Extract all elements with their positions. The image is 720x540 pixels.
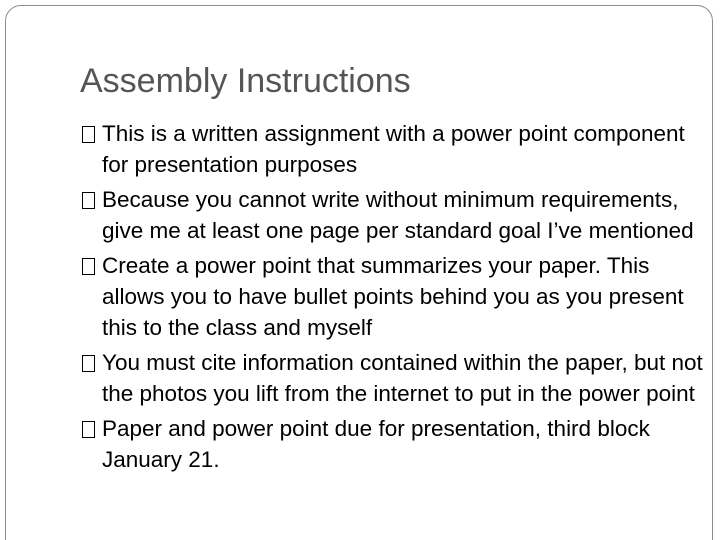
bullet-text: Create a power point that summarizes your paper. This allows you to have bullet points behind you as you present this to the class and myself	[102, 253, 684, 340]
bullet-text: You must cite information contained within the paper, but not the photos you lift from the internet to put in the power point	[102, 350, 703, 406]
square-bullet-icon	[82, 421, 95, 438]
bullet-item	[82, 347, 712, 409]
square-bullet-icon	[82, 355, 95, 372]
bullet-item	[82, 413, 712, 475]
bullet-text: Paper and power point due for presentation, third block January 21.	[102, 416, 650, 472]
square-bullet-icon	[82, 192, 95, 209]
square-bullet-icon	[82, 258, 95, 275]
bullet-item	[82, 184, 712, 246]
bullet-list	[82, 118, 712, 479]
bullet-text: Because you cannot write without minimum requirements, give me at least one page per standard goal I’ve mentioned	[102, 187, 694, 243]
slide-title: Assembly Instructions	[80, 62, 411, 100]
bullet-text: This is a written assignment with a power point component for presentation purposes	[102, 121, 685, 177]
square-bullet-icon	[82, 126, 95, 143]
bullet-item	[82, 250, 712, 343]
bullet-item	[82, 118, 712, 180]
